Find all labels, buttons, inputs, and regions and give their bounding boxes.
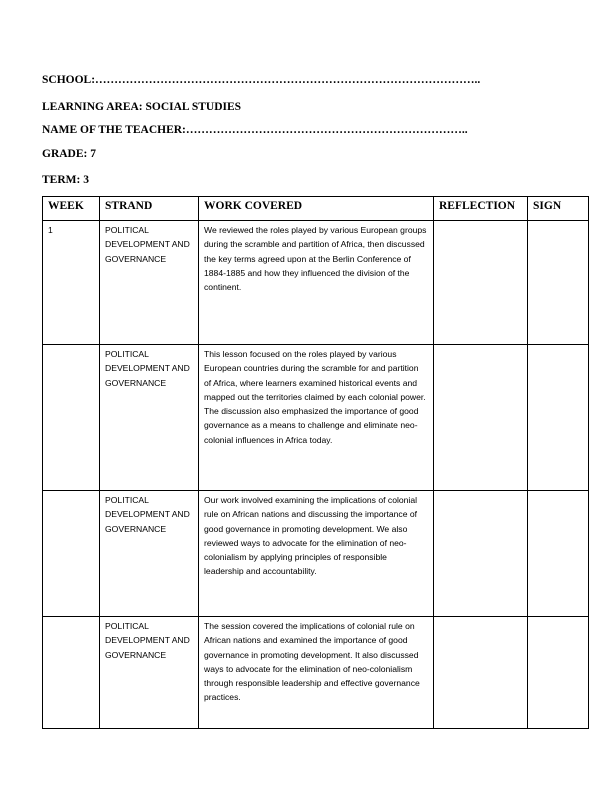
strand-cell: POLITICAL DEVELOPMENT AND GOVERNANCE	[100, 221, 199, 345]
week-cell: 1	[43, 221, 100, 345]
column-header-reflection: REFLECTION	[434, 197, 528, 221]
table-row	[43, 491, 589, 617]
week-cell	[43, 491, 100, 617]
sign-cell	[528, 491, 589, 617]
week-cell	[43, 617, 100, 729]
strand-cell: POLITICAL DEVELOPMENT AND GOVERNANCE	[100, 617, 199, 729]
reflection-cell	[434, 221, 528, 345]
week-cell	[43, 345, 100, 491]
school-field: SCHOOL:………………………………………………………………………………………..	[42, 74, 481, 86]
column-header-sign: SIGN	[528, 197, 589, 221]
table-header-row	[43, 197, 589, 221]
sign-cell	[528, 221, 589, 345]
term-label: TERM: 3	[42, 174, 89, 186]
column-header-work-covered: WORK COVERED	[199, 197, 434, 221]
sign-cell	[528, 617, 589, 729]
column-header-week: WEEK	[43, 197, 100, 221]
table-row	[43, 221, 589, 345]
teacher-name-field: NAME OF THE TEACHER:………………………………………………………………..	[42, 124, 468, 136]
strand-cell: POLITICAL DEVELOPMENT AND GOVERNANCE	[100, 491, 199, 617]
work-covered-cell: This lesson focused on the roles played by various European countries during the scramble for and partition of Africa, where learners examined historical events and mapped out the territories claimed by each colonial power. The discussion also emphasized the importance of good governance as a means to challenge and eliminate neo-colonial influences in Africa today.	[199, 345, 434, 491]
learning-area-label: LEARNING AREA: SOCIAL STUDIES	[42, 101, 242, 113]
work-covered-cell: The session covered the implications of colonial rule on African nations and examined the importance of good governance in promoting development. It also discussed ways to advocate for the elimination of neo-colonialism through responsible leadership and effective governance practices.	[199, 617, 434, 729]
work-covered-cell: Our work involved examining the implications of colonial rule on African nations and discussing the importance of good governance in promoting development. We also reviewed ways to advocate for the elimination of neo-colonialism by applying principles of responsible leadership and accountability.	[199, 491, 434, 617]
strand-cell: POLITICAL DEVELOPMENT AND GOVERNANCE	[100, 345, 199, 491]
work-covered-cell: We reviewed the roles played by various European groups during the scramble and partition of Africa, then discussed the key terms agreed upon at the Berlin Conference of 1884-1885 and how they influenced the division of the continent.	[199, 221, 434, 345]
table-row	[43, 345, 589, 491]
record-of-work-table	[42, 196, 589, 729]
column-header-strand: STRAND	[100, 197, 199, 221]
reflection-cell	[434, 345, 528, 491]
table-row	[43, 617, 589, 729]
reflection-cell	[434, 491, 528, 617]
sign-cell	[528, 345, 589, 491]
grade-label: GRADE: 7	[42, 148, 96, 160]
reflection-cell	[434, 617, 528, 729]
